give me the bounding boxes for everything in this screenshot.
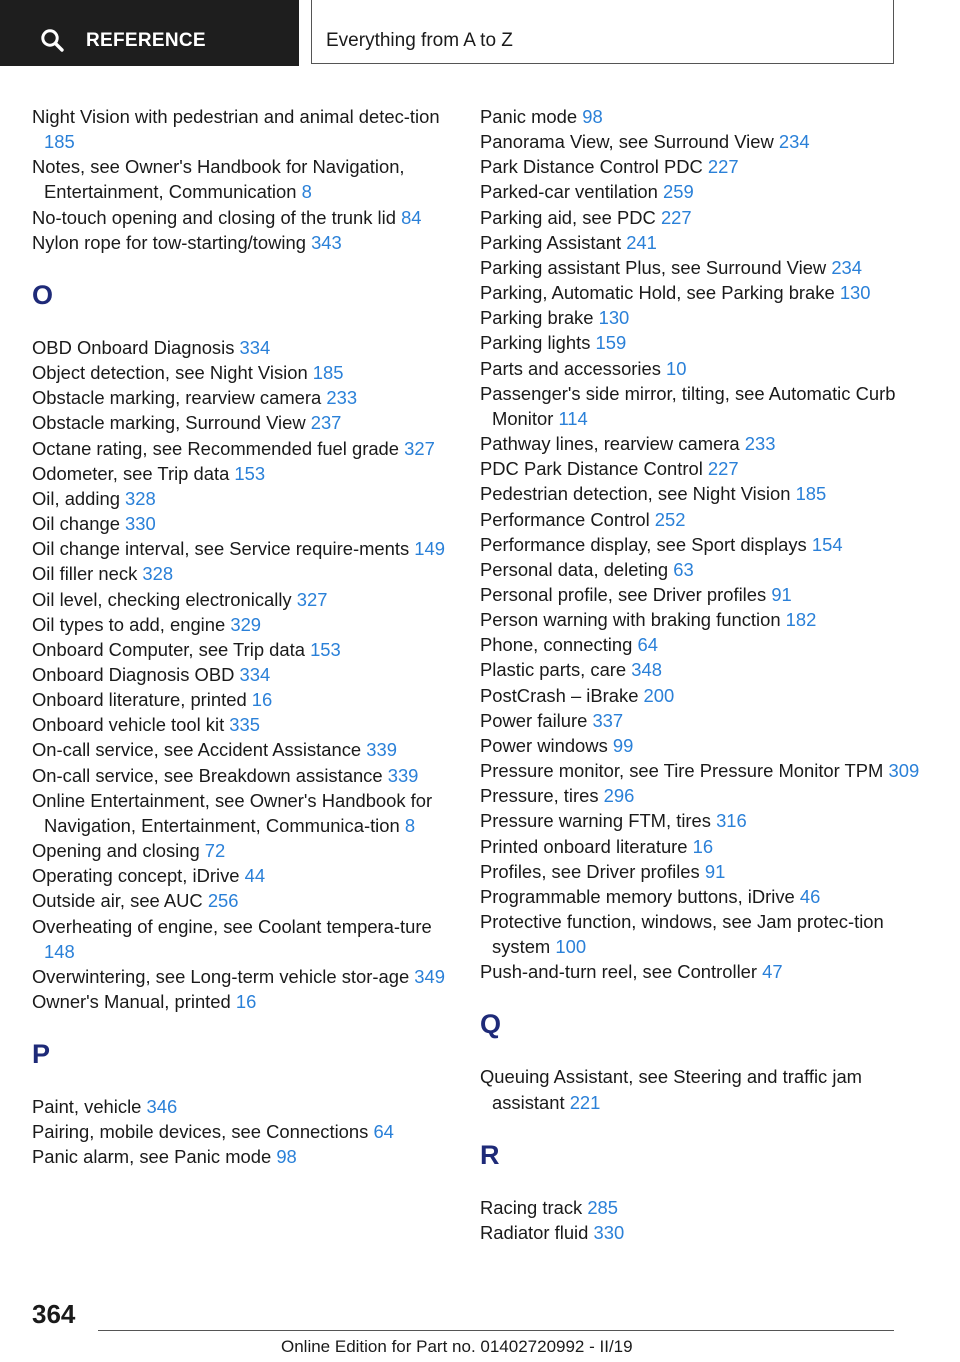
index-entry (32, 410, 452, 435)
index-entry (480, 507, 920, 532)
index-column-left (32, 104, 452, 1170)
page-reference-link[interactable]: 237 (310, 412, 342, 434)
page-reference-link[interactable]: 47 (762, 961, 783, 983)
page-reference-link[interactable]: 285 (587, 1196, 619, 1218)
page-reference-link[interactable]: 330 (593, 1221, 625, 1243)
index-entry (32, 436, 452, 461)
search-icon (40, 28, 66, 54)
index-column-right (480, 104, 920, 1245)
page-reference-link[interactable]: 10 (666, 357, 687, 379)
index-entry-text: No-touch opening and closing of the trunk lid (32, 206, 402, 228)
index-entry-text: Night Vision with pedestrian and animal detec-tion (32, 106, 440, 127)
page-reference-link[interactable]: 114 (558, 407, 588, 429)
page-reference-link[interactable]: 64 (637, 634, 658, 656)
index-section-letter: R (480, 1139, 500, 1170)
page-reference-link[interactable]: 99 (612, 734, 634, 756)
index-entry-text: Push-and-turn reel, see Controller (480, 961, 763, 983)
page-reference-link[interactable]: 227 (707, 458, 739, 480)
index-entry (32, 104, 452, 154)
page-reference-link[interactable]: 8 (301, 181, 312, 203)
index-entry (480, 607, 920, 632)
index-entry-text: Nylon rope for tow-starting/towing (32, 231, 312, 253)
page-reference-link[interactable]: 256 (207, 890, 239, 912)
index-entry (480, 280, 920, 305)
page-reference-link[interactable]: 337 (592, 709, 624, 731)
page-reference-link[interactable]: 148 (44, 940, 75, 962)
index-entry (480, 179, 920, 204)
index-entry-text: Panic mode (480, 106, 583, 127)
index-entry (480, 255, 920, 280)
page-reference-link[interactable]: 91 (771, 583, 792, 605)
index-entry (32, 662, 452, 687)
page-reference-link[interactable]: 329 (230, 613, 262, 635)
index-entry (480, 481, 920, 506)
page-reference-link[interactable]: 259 (662, 181, 694, 203)
index-entry (480, 783, 920, 808)
page-number: 364 (32, 1299, 76, 1329)
section-title-tab (311, 0, 894, 64)
page-reference-link[interactable]: 16 (251, 689, 273, 711)
index-entry-text: Parked-car ventilation (480, 181, 663, 203)
page-reference-link[interactable]: 182 (785, 609, 817, 631)
index-entry-text: On-call service, see Breakdown assistance (32, 764, 388, 786)
index-entry-text: Overheating of engine, see Coolant tempera-ture (32, 915, 432, 937)
index-entry (32, 1119, 452, 1144)
page-reference-link[interactable]: 91 (704, 860, 726, 882)
index-entry (480, 230, 920, 255)
index-entry-text: Obstacle marking, Surround View (32, 412, 311, 434)
index-entry (32, 1144, 452, 1169)
page-reference-link[interactable]: 16 (692, 835, 714, 857)
page-reference-link[interactable]: 153 (310, 638, 341, 660)
page-reference-link[interactable]: 234 (831, 256, 862, 278)
index-entry-text: Personal profile, see Driver profiles (480, 583, 772, 605)
page-reference-link[interactable]: 72 (204, 840, 226, 862)
index-entry-text: Printed onboard literature (480, 835, 693, 857)
page-reference-link[interactable]: 339 (387, 764, 419, 786)
page-reference-link[interactable]: 309 (888, 760, 920, 782)
page-reference-link[interactable]: 130 (839, 282, 871, 304)
page-reference-link[interactable]: 334 (239, 663, 271, 685)
page-reference-link[interactable]: 233 (326, 387, 358, 409)
page-reference-link[interactable]: 241 (626, 231, 657, 253)
index-entry-text: Parking Assistant (480, 231, 627, 253)
index-section-letter: Q (480, 1009, 502, 1040)
index-entry (32, 1094, 452, 1119)
index-entry-text: Performance display, see Sport displays (480, 533, 812, 555)
page-reference-link[interactable]: 227 (707, 156, 739, 178)
index-entry-text: Octane rating, see Recommended fuel grade (32, 437, 405, 459)
index-entry-text: Pairing, mobile devices, see Connections (32, 1121, 374, 1143)
page-reference-link[interactable]: 149 (414, 538, 445, 560)
page-reference-link[interactable]: 153 (234, 462, 266, 484)
page-reference-link[interactable]: 327 (296, 588, 328, 610)
index-entry (480, 657, 920, 682)
page-reference-link[interactable]: 16 (235, 991, 257, 1012)
index-entry (32, 230, 452, 255)
index-entry-text: Odometer, see Trip data (32, 462, 235, 484)
index-entry-text: Onboard Computer, see Trip data (32, 638, 311, 660)
index-entry-text: Pedestrian detection, see Night Vision (480, 483, 796, 505)
index-entry-text: Parking, Automatic Hold, see Parking brake (480, 282, 840, 304)
index-entry (480, 205, 920, 230)
index-entry (480, 909, 920, 959)
index-entry (480, 532, 920, 557)
index-entry-text: Online Entertainment, see Owner's Handbook for Navigation, Entertainment, Communica-tion (32, 789, 433, 836)
index-entry (480, 1064, 920, 1114)
index-entry-text: Onboard literature, printed (32, 689, 252, 711)
page-reference-link[interactable]: 339 (366, 739, 397, 761)
page-reference-link[interactable]: 98 (582, 106, 603, 127)
index-entry-text: Profiles, see Driver profiles (480, 860, 705, 882)
page-reference-link[interactable]: 185 (312, 362, 344, 384)
edition-footer: Online Edition for Part no. 01402720992 - II/19 (281, 1337, 633, 1356)
page-reference-link[interactable]: 334 (239, 336, 271, 358)
index-entry-text: Outside air, see AUC (32, 890, 208, 912)
index-entry (32, 964, 452, 989)
index-entry-text: Personal data, deleting (480, 558, 674, 580)
page-reference-link[interactable]: 8 (404, 814, 416, 836)
index-entry-text: Park Distance Control PDC (480, 156, 708, 178)
index-section-letter: O (32, 279, 54, 310)
index-entry (480, 834, 920, 859)
index-entry-text: Object detection, see Night Vision (32, 362, 313, 384)
index-entry (32, 863, 452, 888)
index-entry (32, 461, 452, 486)
index-entry (480, 104, 920, 129)
index-entry-text: Parking aid, see PDC (480, 206, 661, 228)
index-entry-text: Operating concept, iDrive (32, 865, 245, 887)
index-entry (32, 838, 452, 863)
index-entry (480, 884, 920, 909)
index-entry-text: Passenger's side mirror, tilting, see Automatic Curb Monitor (480, 382, 896, 429)
index-entry-text: Parts and accessories (480, 357, 667, 379)
page-reference-link[interactable]: 64 (373, 1121, 394, 1143)
index-entry (32, 335, 452, 360)
index-entry-text: Oil, adding (32, 487, 126, 509)
index-entry (480, 129, 920, 154)
index-entry-text: Pathway lines, rearview camera (480, 433, 745, 455)
index-entry (32, 763, 452, 788)
index-entry (480, 582, 920, 607)
index-entry-text: On-call service, see Accident Assistance (32, 739, 367, 761)
index-entry-text: Person warning with braking function (480, 609, 786, 631)
index-entry-text: Oil filler neck (32, 563, 143, 585)
index-entry-text: Pressure monitor, see Tire Pressure Monitor TPM (480, 760, 889, 782)
index-entry-text: Panorama View, see Surround View (480, 131, 779, 153)
index-entry (32, 712, 452, 737)
index-entry-text: Owner's Manual, printed (32, 991, 236, 1012)
page-reference-link[interactable]: 330 (125, 513, 156, 535)
index-entry-text: Overwintering, see Long-term vehicle stor-age (32, 965, 415, 987)
index-entry-text: Queuing Assistant, see Steering and traffic jam assistant (480, 1066, 862, 1113)
index-entry-text: Notes, see Owner's Handbook for Navigation, Entertainment, Communication (32, 156, 405, 203)
page-header (0, 0, 960, 66)
index-entry (32, 561, 452, 586)
index-entry (32, 888, 452, 913)
footer-divider (98, 1330, 894, 1331)
index-entry-text: Programmable memory buttons, iDrive (480, 885, 800, 907)
index-entry (480, 431, 920, 456)
page-reference-link[interactable]: 44 (244, 865, 266, 887)
page-reference-link[interactable]: 98 (276, 1146, 297, 1168)
index-entry-text: Protective function, windows, see Jam protec-tion system (480, 911, 884, 958)
index-entry (480, 708, 920, 733)
page-reference-link[interactable]: 84 (401, 206, 422, 228)
page-reference-link[interactable]: 185 (795, 483, 827, 505)
index-entry (32, 737, 452, 762)
index-entry (32, 914, 452, 964)
index-entry-text: Pressure, tires (480, 785, 604, 807)
index-entry-text: Parking brake (480, 307, 599, 329)
index-entry-text: Onboard vehicle tool kit (32, 714, 230, 736)
page-reference-link[interactable]: 159 (595, 332, 627, 354)
index-entry-text: Oil types to add, engine (32, 613, 231, 635)
page-reference-link[interactable]: 346 (146, 1096, 178, 1118)
page-reference-link[interactable]: 252 (654, 508, 686, 530)
index-entry (480, 305, 920, 330)
index-entry-text: Opening and closing (32, 840, 205, 862)
page-reference-link[interactable]: 221 (569, 1091, 601, 1113)
index-entry-text: PostCrash – iBrake (480, 684, 644, 706)
page-reference-link[interactable]: 227 (660, 206, 692, 228)
index-entry-text: Radiator fluid (480, 1221, 594, 1243)
page-reference-link[interactable]: 233 (744, 433, 776, 455)
index-entry (32, 989, 452, 1014)
index-entry (480, 1195, 920, 1220)
page-reference-link[interactable]: 328 (142, 563, 174, 585)
page-reference-link[interactable]: 335 (229, 714, 260, 736)
page-reference-link[interactable]: 348 (631, 659, 662, 681)
page-reference-link[interactable]: 343 (311, 231, 342, 253)
index-entry (32, 587, 452, 612)
index-entry-text: Power windows (480, 734, 613, 756)
index-entry (480, 557, 920, 582)
index-entry-text: PDC Park Distance Control (480, 458, 708, 480)
index-entry-text: Panic alarm, see Panic mode (32, 1146, 277, 1168)
page-reference-link[interactable]: 234 (778, 131, 810, 153)
page-reference-link[interactable]: 200 (643, 684, 675, 706)
index-entry (480, 456, 920, 481)
page-reference-link[interactable]: 296 (603, 785, 635, 807)
index-entry (480, 356, 920, 381)
index-entry-text: Oil change (32, 513, 126, 535)
index-entry (480, 808, 920, 833)
index-entry (32, 536, 452, 561)
section-title: Everything from A to Z (326, 30, 513, 51)
index-entry (480, 758, 920, 783)
index-entry-text: Power failure (480, 709, 593, 731)
index-entry (32, 154, 452, 204)
index-entry (32, 612, 452, 637)
index-entry (32, 511, 452, 536)
page-reference-link[interactable]: 185 (44, 131, 75, 153)
index-entry (32, 687, 452, 712)
reference-label: REFERENCE (86, 30, 206, 51)
page-reference-link[interactable]: 316 (716, 810, 747, 832)
page-reference-link[interactable]: 63 (673, 558, 694, 580)
index-entry (480, 733, 920, 758)
index-entry (480, 859, 920, 884)
index-entry (480, 330, 920, 355)
index-entry-text: Oil level, checking electronically (32, 588, 297, 610)
index-entry (480, 959, 920, 984)
index-entry-text: Racing track (480, 1196, 588, 1218)
index-entry-text: Pressure warning FTM, tires (480, 810, 717, 832)
index-entry (32, 385, 452, 410)
index-entry (480, 381, 920, 431)
index-section-letter: P (32, 1039, 51, 1070)
index-entry-text: Onboard Diagnosis OBD (32, 663, 240, 685)
index-entry-text: OBD Onboard Diagnosis (32, 336, 240, 358)
index-entry (32, 205, 452, 230)
index-entry-text: Parking lights (480, 332, 596, 354)
index-entry-text: Paint, vehicle (32, 1096, 147, 1118)
index-entry-text: Oil change interval, see Service require-ments (32, 538, 415, 560)
index-entry (480, 683, 920, 708)
page-reference-link[interactable]: 327 (404, 437, 435, 459)
index-entry (32, 486, 452, 511)
page-reference-link[interactable]: 154 (811, 533, 843, 555)
index-entry-text: Performance Control (480, 508, 655, 530)
page-reference-link[interactable]: 349 (414, 965, 445, 987)
page-reference-link[interactable]: 328 (125, 487, 156, 509)
index-entry (32, 788, 452, 838)
index-entry (32, 360, 452, 385)
index-entry-text: Phone, connecting (480, 634, 638, 656)
index-entry-text: Plastic parts, care (480, 659, 632, 681)
index-entry (480, 154, 920, 179)
index-entry-text: Obstacle marking, rearview camera (32, 387, 327, 409)
index-entry-text: Parking assistant Plus, see Surround View (480, 256, 832, 278)
index-entry (480, 632, 920, 657)
index-entry (480, 1220, 920, 1245)
index-entry (32, 637, 452, 662)
page-reference-link[interactable]: 130 (598, 307, 630, 329)
reference-tab[interactable] (0, 0, 299, 66)
page-reference-link[interactable]: 100 (555, 936, 587, 958)
page-reference-link[interactable]: 46 (799, 885, 821, 907)
